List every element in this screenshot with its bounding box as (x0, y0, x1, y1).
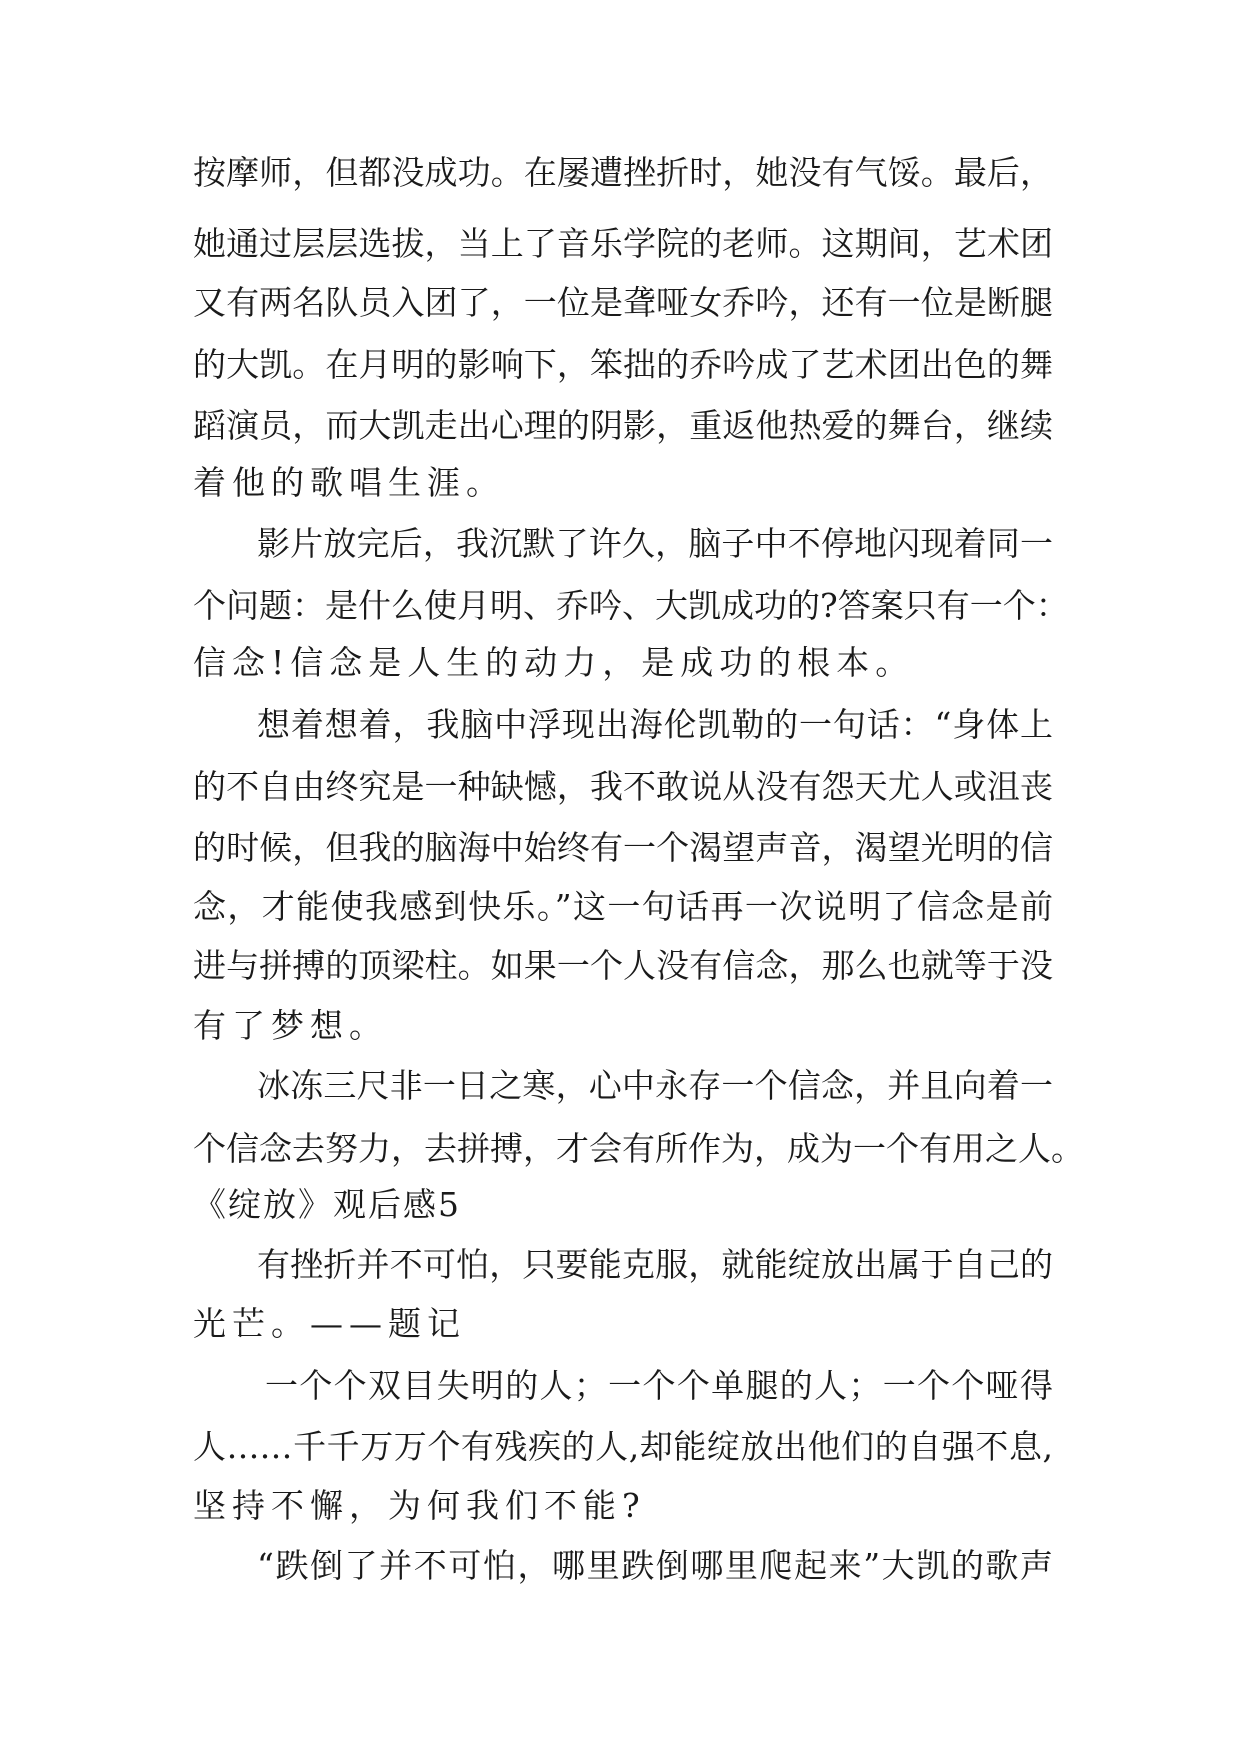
text-line (193, 140, 1053, 200)
text-line (193, 1473, 1053, 1533)
text-line-content: “跌倒了并不可怕，哪里跌倒哪里爬起来”大凯的歌声 (257, 1545, 1053, 1585)
paragraph-first-line (257, 1053, 1053, 1113)
text-line (193, 1291, 1053, 1351)
paragraph-first-line (257, 1232, 1053, 1292)
paragraph-first-line (257, 1533, 1053, 1593)
text-line (193, 815, 1053, 875)
text-line-content: 信念!信念是人生的动力，是成功的根本。 (193, 642, 915, 682)
text-line (193, 1116, 1084, 1176)
paragraph-first-line (257, 692, 1053, 752)
text-line-content: 着他的歌唱生涯。 (193, 462, 505, 502)
text-line-content: 按摩师，但都没成功。在屡遭挫折时，她没有气馁。最后， (193, 152, 1053, 192)
text-line (193, 450, 1053, 510)
text-line (193, 573, 1069, 633)
text-line (193, 332, 1053, 392)
text-line-content: 又有两名队员入团了，一位是聋哑女乔吟，还有一位是断腿 (193, 282, 1053, 322)
text-line-content: 一个个双目失明的人；一个个单腿的人；一个个哑得 (265, 1365, 1053, 1405)
text-line-content: 有挫折并不可怕，只要能克服，就能绽放出属于自己的 (257, 1244, 1053, 1284)
text-line (193, 1414, 1053, 1474)
text-line-content: 个问题：是什么使月明、乔吟、大凯成功的?答案只有一个： (193, 585, 1069, 625)
text-line-content: 念，才能使我感到快乐。”这一句话再一次说明了信念是前 (193, 886, 1053, 926)
section-heading-text: 《绽放》观后感5 (193, 1184, 461, 1224)
text-line-content: 的时候，但我的脑海中始终有一个渴望声音，渴望光明的信 (193, 827, 1053, 867)
paragraph-first-line (265, 1353, 1053, 1413)
text-line-content: 光芒。——题记 (193, 1303, 466, 1343)
text-line (193, 993, 1053, 1053)
text-line (193, 933, 1053, 993)
text-line (193, 270, 1053, 330)
text-line-content: 蹈演员，而大凯走出心理的阴影，重返他热爱的舞台，继续 (193, 405, 1053, 445)
text-line-content: 个信念去努力，去拼搏，才会有所作为，成为一个有用之人。 (193, 1128, 1084, 1168)
text-line (193, 393, 1053, 453)
text-line-content: 有了梦想。 (193, 1005, 388, 1045)
text-line (193, 874, 1053, 934)
text-line-content: 人……千千万万个有残疾的人,却能绽放出他们的自强不息, (193, 1426, 1053, 1466)
text-line-content: 冰冻三尺非一日之寒，心中永存一个信念，并且向着一 (257, 1065, 1053, 1105)
text-line-content: 她通过层层选拔，当上了音乐学院的老师。这期间，艺术团 (193, 223, 1053, 263)
text-line-content: 坚持不懈，为何我们不能? (193, 1485, 646, 1525)
text-line (193, 630, 1053, 690)
text-line-content: 想着想着，我脑中浮现出海伦凯勒的一句话：“身体上 (257, 704, 1053, 744)
text-line (193, 211, 1053, 271)
text-line-content: 进与拼搏的顶梁柱。如果一个人没有信念，那么也就等于没 (193, 945, 1053, 985)
text-line-content: 的不自由终究是一种缺憾，我不敢说从没有怨天尤人或沮丧 (193, 766, 1053, 806)
text-line (193, 754, 1053, 814)
text-line-content: 影片放完后，我沉默了许久，脑子中不停地闪现着同一 (257, 523, 1053, 563)
text-line-content: 的大凯。在月明的影响下，笨拙的乔吟成了艺术团出色的舞 (193, 344, 1053, 384)
section-heading (193, 1172, 1053, 1232)
paragraph-first-line (257, 511, 1053, 571)
